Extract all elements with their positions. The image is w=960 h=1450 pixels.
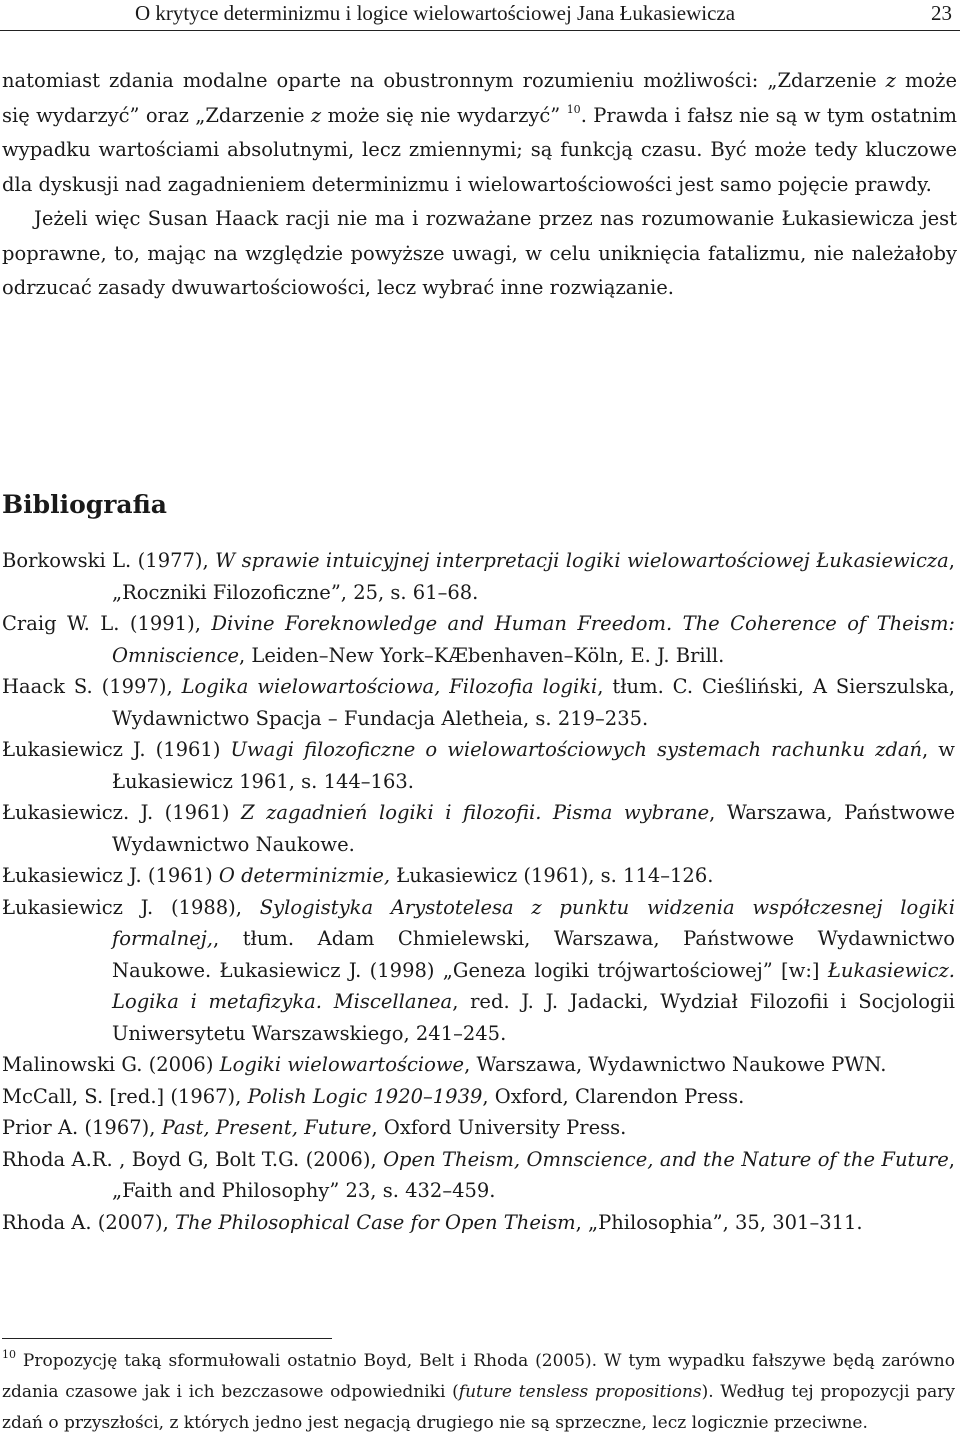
bib-title: Łukasiewicz. Logika i metafizyka. Miscellanea [112,958,955,1013]
bib-title: The Philosophical Case for Open Theism [175,1210,576,1234]
italic-run: z [310,103,322,127]
text-run: , „Roczniki Filozoficzne”, 25, s. 61–68. [112,549,955,604]
bib-entry-haack-1997 [2,671,955,734]
bib-title: W sprawie intuicyjnej interpretacji logiki wielowartościowej Łukasiewicza [215,549,949,572]
footnote-ref-10[interactable]: 10 [566,102,581,116]
bibliography-list [2,545,955,1238]
text-run: Rhoda A.R. , Boyd G, Bolt T.G. (2006), [2,1147,384,1171]
bib-title: Divine Foreknowledge and Human Freedom. The Coherence of Theism: Omniscience [112,612,955,667]
text-run: , tłum. C. Cieśliński, A Sierszulska, Wydawnictwo Spacja – Fundacja Aletheia, s. 219–235. [112,675,956,730]
bib-entry-rhoda-2006 [2,1144,955,1207]
text-run: , Warszawa, Wydawnictwo Naukowe PWN. [464,1053,887,1076]
bib-entry-borkowski-1977 [2,545,955,608]
text-run: , Leiden–New York–KÆbenhaven–Köln, E. J. Brill. [239,643,725,667]
text-run: McCall, S. [red.] (1967), [2,1084,248,1108]
text-run: Łukasiewicz J. (1988), [2,895,260,919]
text-run: może się wydarzyć” oraz „Zdarzenie [2,69,957,127]
running-title: O krytyce determinizmu i logice wielowartościowej Jana Łukasiewicza [135,1,736,25]
text-run: natomiast zdania modalne oparte na obustronnym rozumieniu możliwości: „Zdarzenie [2,69,886,92]
text-run: Łukasiewicz J. (1961) [2,864,219,887]
text-run: , „Philosophia”, 35, 301–311. [575,1210,863,1234]
page-header [0,0,960,31]
text-run: Craig W. L. (1991), [2,612,212,635]
footnote-number: 10 [2,1348,16,1361]
bib-entry-mccall-1967 [2,1081,955,1113]
bib-entry-lukasiewicz-1961-determinizm [2,860,955,892]
text-run: , „Faith and Philosophy” 23, s. 432–459. [112,1147,955,1202]
bib-title: Logiki wielowartościowe [219,1053,465,1076]
text-run: Łukasiewicz J. (1961) [2,738,231,761]
bib-title: Open Theism, Omnscience, and the Nature of the Future [383,1147,949,1171]
text-run: , red. J. J. Jadacki, Wydział Filozofii i Socjologii Uniwersytetu Warszawskiego, 241–245. [112,990,955,1045]
text-run: Łukasiewicz (1961), s. 114–126. [390,864,714,887]
text-run: , Warszawa, Państwowe Wydawnictwo Naukowe. [112,801,956,856]
footnote-10 [2,1346,955,1439]
text-run: . Prawda i fałsz nie są w tym ostatnim wypadku wartościami absolutnymi, lecz zmiennymi; są funkcją czasu. Być może tedy kluczowe dla dyskusji nad zagadnieniem determinizmu i wielowartościowości jest samo pojęcie prawdy. [2,103,957,196]
bib-title: Uwagi filozoficzne o wielowartościowych systemach rachunku zdań [230,738,923,761]
bib-title: Z zagadnień logiki i filozofii. Pisma wybrane [241,801,710,824]
page-number: 23 [931,1,952,25]
bib-entry-craig-1991 [2,608,955,671]
bib-title: Past, Present, Future [161,1116,372,1139]
body-paragraph-1 [2,64,957,202]
bib-entry-lukasiewicz-1988 [2,892,955,1050]
body-paragraph-2: Jeżeli więc Susan Haack racji nie ma i rozważane przez nas rozumowanie Łukasiewicza jest poprawne, to, mając na względzie powyższe uwagi, w celu uniknięcia fatalizmu, nie należałoby odrzucać zasady dwuwartościowości, lecz wybrać inne rozwiązanie. [2,207,957,299]
bib-title: O determinizmie, [218,864,391,887]
text-run: ). Według tej propozycji pary zdań o przyszłości, z których jedno jest negacją drugiego nie są sprzeczne, lecz logicznie przeciwne. [2,1382,955,1433]
bib-entry-rhoda-2007 [2,1207,955,1239]
bib-title: Sylogistyka Arystotelesa z punktu widzenia współczesnej logiki formalnej, [112,895,955,950]
text-run: Borkowski L. (1977), [2,549,216,572]
text-run: Propozycję taką sformułowali ostatnio Boyd, Belt i Rhoda (2005). W tym wypadku fałszywe będą zarówno zdania czasowe jak i ich bezczasowe odpowiedniki ( [2,1351,955,1402]
italic-run: future tensless propositions [458,1382,702,1402]
bib-title: Polish Logic 1920–1939 [247,1084,483,1108]
text-run: Haack S. (1997), [2,675,182,698]
text-run: Prior A. (1967), [2,1116,162,1139]
text-run: , Oxford University Press. [371,1116,627,1139]
bib-entry-malinowski-2006 [2,1049,955,1081]
text-run: , Oxford, Clarendon Press. [482,1084,745,1108]
text-run: może się nie wydarzyć” [321,103,567,127]
bib-entry-lukasiewicz-1961-zagadnien [2,797,955,860]
bib-title: Logika wielowartościowa, Filozofia logiki [181,675,598,698]
bibliography-heading: Bibliografia [2,490,168,519]
text-run: Malinowski G. (2006) [2,1053,220,1076]
text-run: Łukasiewicz. J. (1961) [2,801,242,824]
text-run: , w Łukasiewicz 1961, s. 144–163. [112,738,955,793]
italic-run: z [885,69,896,92]
footnote-divider [2,1338,332,1339]
bib-entry-prior-1967 [2,1112,955,1144]
body-text [2,64,957,306]
text-run: Rhoda A. (2007), [2,1210,176,1234]
text-run: , tłum. Adam Chmielewski, Warszawa, Państwowe Wydawnictwo Naukowe. Łukasiewicz J. (1998) „Geneza logiki trójwartościowej” [w:] [112,927,955,982]
bib-entry-lukasiewicz-1961-uwagi [2,734,955,797]
